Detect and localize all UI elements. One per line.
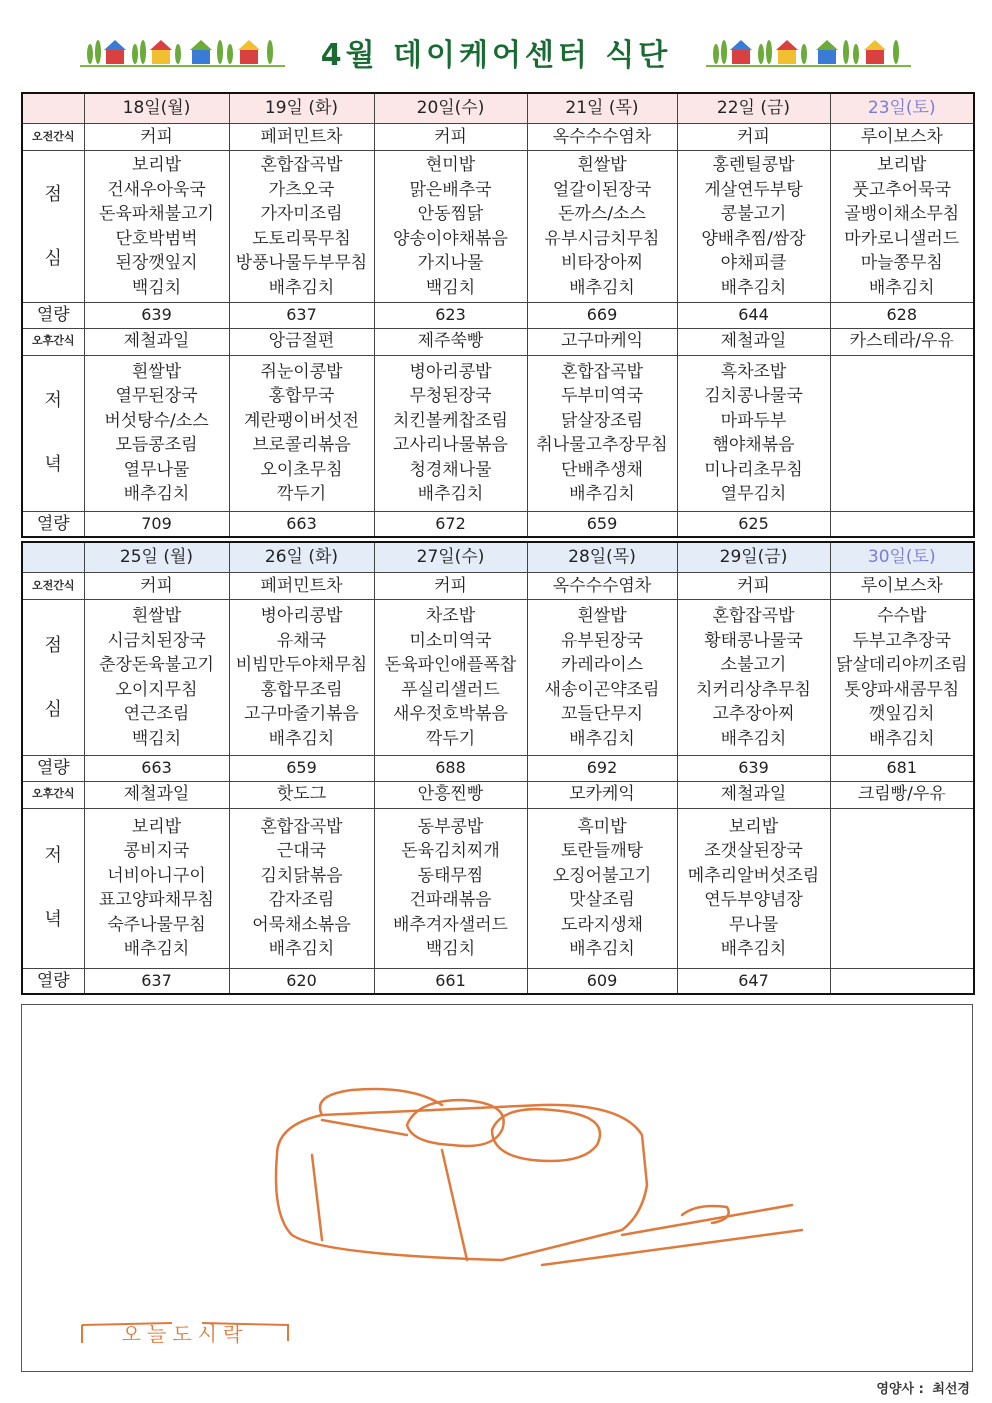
- illustration-caption: 오늘도시락: [121, 1322, 249, 1346]
- dish-item: 춘장돈육불고기: [99, 655, 214, 675]
- calorie-cell: 659: [229, 756, 374, 782]
- dish-item: 보리밥: [877, 155, 927, 175]
- pm-snack-cell: 핫도그: [229, 781, 374, 808]
- dish-item: 배추김치: [720, 728, 787, 749]
- dish-item: 흰쌀밥: [131, 606, 182, 626]
- am-snack-cell: 커피: [677, 124, 830, 151]
- dish-item: 배추김치: [569, 484, 635, 504]
- calorie-cell: 625: [677, 511, 830, 537]
- dinner-cell: [374, 808, 527, 968]
- calorie-cell: 644: [677, 303, 830, 329]
- dish-item: 보리밥: [728, 816, 779, 837]
- dish-item: 콩비지국: [123, 841, 190, 861]
- dish-item: 톳양파새콤무침: [844, 679, 960, 700]
- dish-item: 치커리상추무침: [696, 679, 811, 700]
- dish-item: 흰쌀밥: [577, 606, 627, 626]
- dish-item: 단호박범벅: [115, 228, 198, 249]
- dish-item: 얼갈이된장국: [552, 179, 652, 200]
- dish-item: 혼합잡곡밥: [260, 155, 343, 175]
- am-snack-cell: 커피: [84, 124, 229, 151]
- dish-item: 브로콜리볶음: [252, 435, 351, 455]
- calorie-cell: 639: [84, 303, 229, 329]
- dish-item: 깻잎김치: [868, 704, 935, 724]
- dish-item: 감자조림: [268, 890, 335, 910]
- dish-item: 수수밥: [877, 606, 927, 626]
- dish-item: 혼합잡곡밥: [712, 606, 795, 626]
- day-header: 27일(수): [374, 542, 527, 573]
- dish-item: 현미밥: [425, 155, 476, 175]
- dish-item: 도라지생채: [560, 914, 644, 935]
- dish-item: 깍두기: [276, 484, 327, 504]
- footer-name: 최선경: [932, 1382, 970, 1397]
- lunch-cell: [229, 151, 374, 303]
- day-header: 22일 (금): [677, 93, 830, 124]
- lunch-cell: [830, 600, 974, 756]
- calorie-cell: 669: [527, 303, 677, 329]
- week2-dinner-row: [22, 808, 974, 968]
- dish-item: 게살연두부탕: [704, 179, 803, 200]
- dish-item: 마파두부: [720, 410, 787, 431]
- dinner-cell: [830, 808, 974, 968]
- dinner-cell: [527, 808, 677, 968]
- lunch-cell: [374, 151, 527, 303]
- dish-item: 홍렌틸콩밥: [712, 155, 795, 175]
- dish-item: 배추겨자샐러드: [393, 914, 508, 935]
- dish-item: 야채피클: [720, 253, 787, 273]
- dish-item: 유부시금치무침: [544, 228, 660, 249]
- dish-item: 가자미조림: [260, 204, 343, 224]
- dish-item: 혼합잡곡밥: [260, 816, 343, 837]
- day-header: 28일(목): [527, 542, 677, 573]
- dinner-cell: [677, 355, 830, 511]
- dish-item: 닭살데리야끼조림: [836, 655, 968, 675]
- dinner-cell: [374, 355, 527, 511]
- dish-item: 미소미역국: [409, 630, 492, 651]
- dish-item: 미나리초무침: [704, 459, 803, 480]
- week2-menu-table: [21, 541, 975, 995]
- dish-item: 열무김치: [720, 484, 787, 504]
- calorie-cell: 620: [229, 968, 374, 994]
- dish-item: 닭살장조림: [560, 410, 644, 431]
- lunch-label: 점 심: [22, 151, 84, 303]
- week1-day-header-row: [22, 93, 974, 124]
- pm-snack-cell: 모카케익: [527, 781, 677, 808]
- village-decoration-right: [706, 34, 911, 68]
- dinner-cell: [84, 808, 229, 968]
- dish-item: 혼합잡곡밥: [560, 361, 644, 382]
- dish-item: 가츠오국: [268, 179, 335, 200]
- dish-item: 된장깻잎지: [115, 253, 198, 273]
- dish-item: 동부콩밥: [417, 816, 484, 837]
- dish-item: 보리밥: [131, 155, 182, 175]
- dish-item: 오이초무침: [260, 459, 343, 480]
- dish-item: 고사리나물볶음: [393, 435, 508, 455]
- dish-item: 비빔만두야채무침: [235, 655, 368, 675]
- dish-item: 돈육파인애플폭찹: [384, 655, 517, 675]
- dish-item: 계란팽이버섯전: [244, 410, 359, 431]
- calorie-cell: 688: [374, 756, 527, 782]
- week2-dinner-calorie-row: [22, 968, 974, 994]
- dish-item: 동태무찜: [417, 865, 484, 886]
- am-snack-cell: 커피: [84, 573, 229, 600]
- dish-item: 건새우아욱국: [107, 179, 206, 200]
- week1-lunch-calorie-row: [22, 303, 974, 329]
- dinner-cell: [229, 808, 374, 968]
- dish-item: 유부된장국: [560, 630, 644, 651]
- calorie-label: 열량: [22, 756, 84, 782]
- dish-item: 숙주나물무침: [107, 914, 206, 935]
- dish-item: 배추김치: [868, 728, 935, 749]
- dish-item: 콩불고기: [720, 204, 787, 224]
- dish-item: 버섯탕수/소스: [104, 410, 209, 431]
- dish-item: 고구마줄기볶음: [244, 704, 359, 724]
- dish-item: 맛살조림: [569, 890, 635, 910]
- illustration-box: [21, 1004, 973, 1372]
- pm-snack-cell: 제철과일: [677, 781, 830, 808]
- week1-lunch-row: [22, 151, 974, 303]
- lunch-cell: [84, 600, 229, 756]
- dish-item: 오징어불고기: [552, 865, 652, 886]
- pm-snack-cell: 카스테라/우유: [830, 328, 974, 355]
- dish-item: 배추김치: [720, 277, 787, 298]
- dish-item: 풋고추어묵국: [852, 179, 952, 200]
- dish-item: 시금치된장국: [107, 630, 206, 651]
- am-snack-cell: 루이보스차: [830, 573, 974, 600]
- dish-item: 단배추생채: [560, 459, 644, 480]
- pm-snack-cell: 제철과일: [84, 781, 229, 808]
- dish-item: 돈까스/소스: [558, 204, 646, 224]
- calorie-label: 열량: [22, 511, 84, 537]
- dish-item: 흰쌀밥: [131, 361, 182, 382]
- dish-item: 꼬들단무지: [560, 704, 644, 724]
- day-header-saturday: 30일(토): [830, 542, 974, 573]
- dish-item: 카레라이스: [560, 655, 644, 675]
- dish-item: 취나물고추장무침: [536, 435, 668, 455]
- lunch-cell: [527, 600, 677, 756]
- lunch-cell: [830, 151, 974, 303]
- lunch-label: 점 심: [22, 600, 84, 756]
- week2-day-header-row: [22, 542, 974, 573]
- dish-item: 배추김치: [268, 939, 335, 959]
- dish-item: 토란들깨탕: [560, 841, 644, 861]
- dish-item: 너비아니구이: [107, 865, 206, 886]
- dish-item: 배추김치: [569, 939, 635, 959]
- dish-item: 흰쌀밥: [577, 155, 627, 175]
- week1-dinner-row: [22, 355, 974, 511]
- lunch-cell: [677, 600, 830, 756]
- lunch-cell: [527, 151, 677, 303]
- dish-item: 배추김치: [123, 484, 190, 504]
- day-header: 18일(월): [84, 93, 229, 124]
- am-snack-cell: 루이보스차: [830, 124, 974, 151]
- lunch-cell: [374, 600, 527, 756]
- calorie-cell: 639: [677, 756, 830, 782]
- dish-item: 흑차조밥: [720, 361, 787, 382]
- lunch-cell: [229, 600, 374, 756]
- dinner-cell: [527, 355, 677, 511]
- am-snack-cell: 옥수수수염차: [527, 573, 677, 600]
- week2-lunch-row: [22, 600, 974, 756]
- calorie-cell: [830, 968, 974, 994]
- dish-item: 돈육파채불고기: [99, 204, 214, 224]
- calorie-cell: 609: [527, 968, 677, 994]
- day-header: 20일(수): [374, 93, 527, 124]
- am-snack-cell: 페퍼민트차: [229, 573, 374, 600]
- footer-credit: [872, 1378, 970, 1397]
- calorie-cell: 692: [527, 756, 677, 782]
- dish-item: 비타장아찌: [560, 253, 644, 273]
- dinner-label: 저 녁: [22, 808, 84, 968]
- calorie-cell: 623: [374, 303, 527, 329]
- footer-role: 영양사 :: [876, 1382, 924, 1397]
- dish-item: 두부미역국: [560, 386, 644, 406]
- dish-item: 도토리묵무침: [252, 228, 351, 249]
- dish-item: 홍합무국: [268, 386, 335, 406]
- dish-item: 차조밥: [425, 606, 476, 626]
- dish-item: 안동찜닭: [417, 204, 484, 224]
- week2-lunch-calorie-row: [22, 756, 974, 782]
- calorie-cell: 659: [527, 511, 677, 537]
- pm-snack-label: 오후간식: [22, 328, 84, 355]
- dish-item: 새우젓호박볶음: [393, 704, 508, 724]
- dish-item: 보리밥: [131, 816, 182, 837]
- calorie-cell: 663: [229, 511, 374, 537]
- dish-item: 조갯살된장국: [704, 841, 803, 861]
- calorie-cell: 663: [84, 756, 229, 782]
- pm-snack-cell: 제철과일: [84, 328, 229, 355]
- dish-item: 표고양파채무침: [99, 890, 214, 910]
- calorie-cell: 672: [374, 511, 527, 537]
- week1-dinner-calorie-row: [22, 511, 974, 537]
- dish-item: 백김치: [425, 277, 476, 298]
- dinner-label: 저 녁: [22, 355, 84, 511]
- dish-item: 새송이곤약조림: [544, 679, 660, 700]
- dish-item: 메추리알버섯조림: [687, 865, 820, 886]
- title-bar: [0, 22, 992, 82]
- calorie-cell: 647: [677, 968, 830, 994]
- week2-am-snack-row: [22, 573, 974, 600]
- calorie-cell: 661: [374, 968, 527, 994]
- calorie-cell: 637: [229, 303, 374, 329]
- calorie-label: 열량: [22, 303, 84, 329]
- dish-item: 소불고기: [720, 655, 787, 675]
- day-header-saturday: 23일(토): [830, 93, 974, 124]
- pm-snack-cell: 안흥찐빵: [374, 781, 527, 808]
- calorie-cell: 681: [830, 756, 974, 782]
- dish-item: 오이지무침: [115, 679, 198, 700]
- day-header: 26일 (화): [229, 542, 374, 573]
- dish-item: 백김치: [131, 728, 182, 749]
- week1-am-snack-row: [22, 124, 974, 151]
- am-snack-cell: 커피: [374, 573, 527, 600]
- lunch-cell: [84, 151, 229, 303]
- village-decoration-left: [80, 34, 285, 68]
- am-snack-cell: 옥수수수염차: [527, 124, 677, 151]
- dish-item: 쥐눈이콩밥: [260, 361, 343, 382]
- pm-snack-cell: 제주쑥빵: [374, 328, 527, 355]
- day-header: 21일 (목): [527, 93, 677, 124]
- dish-item: 고추장아찌: [712, 704, 795, 724]
- dish-item: 김치닭볶음: [260, 865, 343, 886]
- page-title: 4월 데이케어센터 식단: [320, 38, 672, 73]
- pm-snack-cell: 고구마케익: [527, 328, 677, 355]
- dish-item: 병아리콩밥: [260, 606, 343, 626]
- dish-item: 어묵채소볶음: [252, 914, 351, 935]
- dish-item: 푸실리샐러드: [401, 679, 500, 700]
- dish-item: 배추김치: [268, 728, 335, 749]
- dinner-cell: [229, 355, 374, 511]
- calorie-label: 열량: [22, 968, 84, 994]
- dish-item: 골뱅이채소무침: [844, 204, 960, 224]
- dish-item: 근대국: [276, 841, 327, 861]
- calorie-cell: 709: [84, 511, 229, 537]
- dish-item: 모듬콩조림: [115, 435, 198, 455]
- dinner-cell: [677, 808, 830, 968]
- dish-item: 배추김치: [417, 484, 484, 504]
- dinner-cell: [830, 355, 974, 511]
- dish-item: 황태콩나물국: [704, 630, 803, 651]
- calorie-cell: 637: [84, 968, 229, 994]
- calorie-cell: [830, 511, 974, 537]
- dish-item: 배추김치: [123, 939, 190, 959]
- dish-item: 열무된장국: [115, 386, 198, 406]
- day-header: 19일 (화): [229, 93, 374, 124]
- am-snack-cell: 커피: [677, 573, 830, 600]
- dish-item: 청경채나물: [409, 459, 492, 480]
- pm-snack-cell: 앙금절편: [229, 328, 374, 355]
- dish-item: 마늘쫑무침: [860, 253, 943, 273]
- week1-pm-snack-row: [22, 328, 974, 355]
- dish-item: 배추김치: [569, 277, 635, 298]
- dinner-cell: [84, 355, 229, 511]
- dish-item: 무청된장국: [409, 386, 492, 406]
- week2-pm-snack-row: [22, 781, 974, 808]
- dish-item: 치킨볼케찹조림: [393, 410, 508, 431]
- dish-item: 백김치: [131, 277, 182, 298]
- dish-item: 병아리콩밥: [409, 361, 492, 382]
- dish-item: 두부고추장국: [852, 630, 952, 651]
- day-header: 25일 (월): [84, 542, 229, 573]
- dish-item: 맑은배추국: [409, 179, 492, 200]
- week1-menu-table: [21, 92, 975, 538]
- dish-item: 건파래볶음: [409, 890, 492, 910]
- dish-item: 연두부양념장: [704, 890, 803, 910]
- day-header: 29일(금): [677, 542, 830, 573]
- dish-item: 열무나물: [123, 459, 190, 480]
- dish-item: 흑미밥: [577, 816, 627, 837]
- dish-item: 햄야채볶음: [712, 435, 795, 455]
- am-snack-label: 오전간식: [22, 124, 84, 151]
- dish-item: 가지나물: [417, 253, 484, 273]
- pm-snack-cell: 제철과일: [677, 328, 830, 355]
- am-snack-label: 오전간식: [22, 573, 84, 600]
- dish-item: 양송이야채볶음: [393, 228, 508, 249]
- dish-item: 마카로니샐러드: [844, 228, 960, 249]
- lunch-cell: [677, 151, 830, 303]
- dish-item: 배추김치: [569, 728, 635, 749]
- dish-item: 배추김치: [868, 277, 935, 298]
- dish-item: 배추김치: [720, 939, 787, 959]
- dish-item: 연근조림: [123, 704, 190, 724]
- dish-item: 백김치: [425, 939, 476, 959]
- dish-item: 배추김치: [268, 277, 335, 298]
- pm-snack-cell: 크림빵/우유: [830, 781, 974, 808]
- pm-snack-label: 오후간식: [22, 781, 84, 808]
- calorie-cell: 628: [830, 303, 974, 329]
- dish-item: 돈육김치찌개: [401, 841, 500, 861]
- dish-item: 유채국: [276, 630, 327, 651]
- am-snack-cell: 커피: [374, 124, 527, 151]
- lunchbox-illustration: [22, 1005, 972, 1371]
- am-snack-cell: 페퍼민트차: [229, 124, 374, 151]
- dish-item: 무나물: [728, 914, 779, 935]
- dish-item: 김치콩나물국: [704, 386, 803, 406]
- dish-item: 양배추찜/쌈장: [701, 228, 806, 249]
- dish-item: 홍합무조림: [260, 679, 343, 700]
- dish-item: 방풍나물두부무침: [235, 253, 368, 273]
- dish-item: 깍두기: [425, 728, 476, 749]
